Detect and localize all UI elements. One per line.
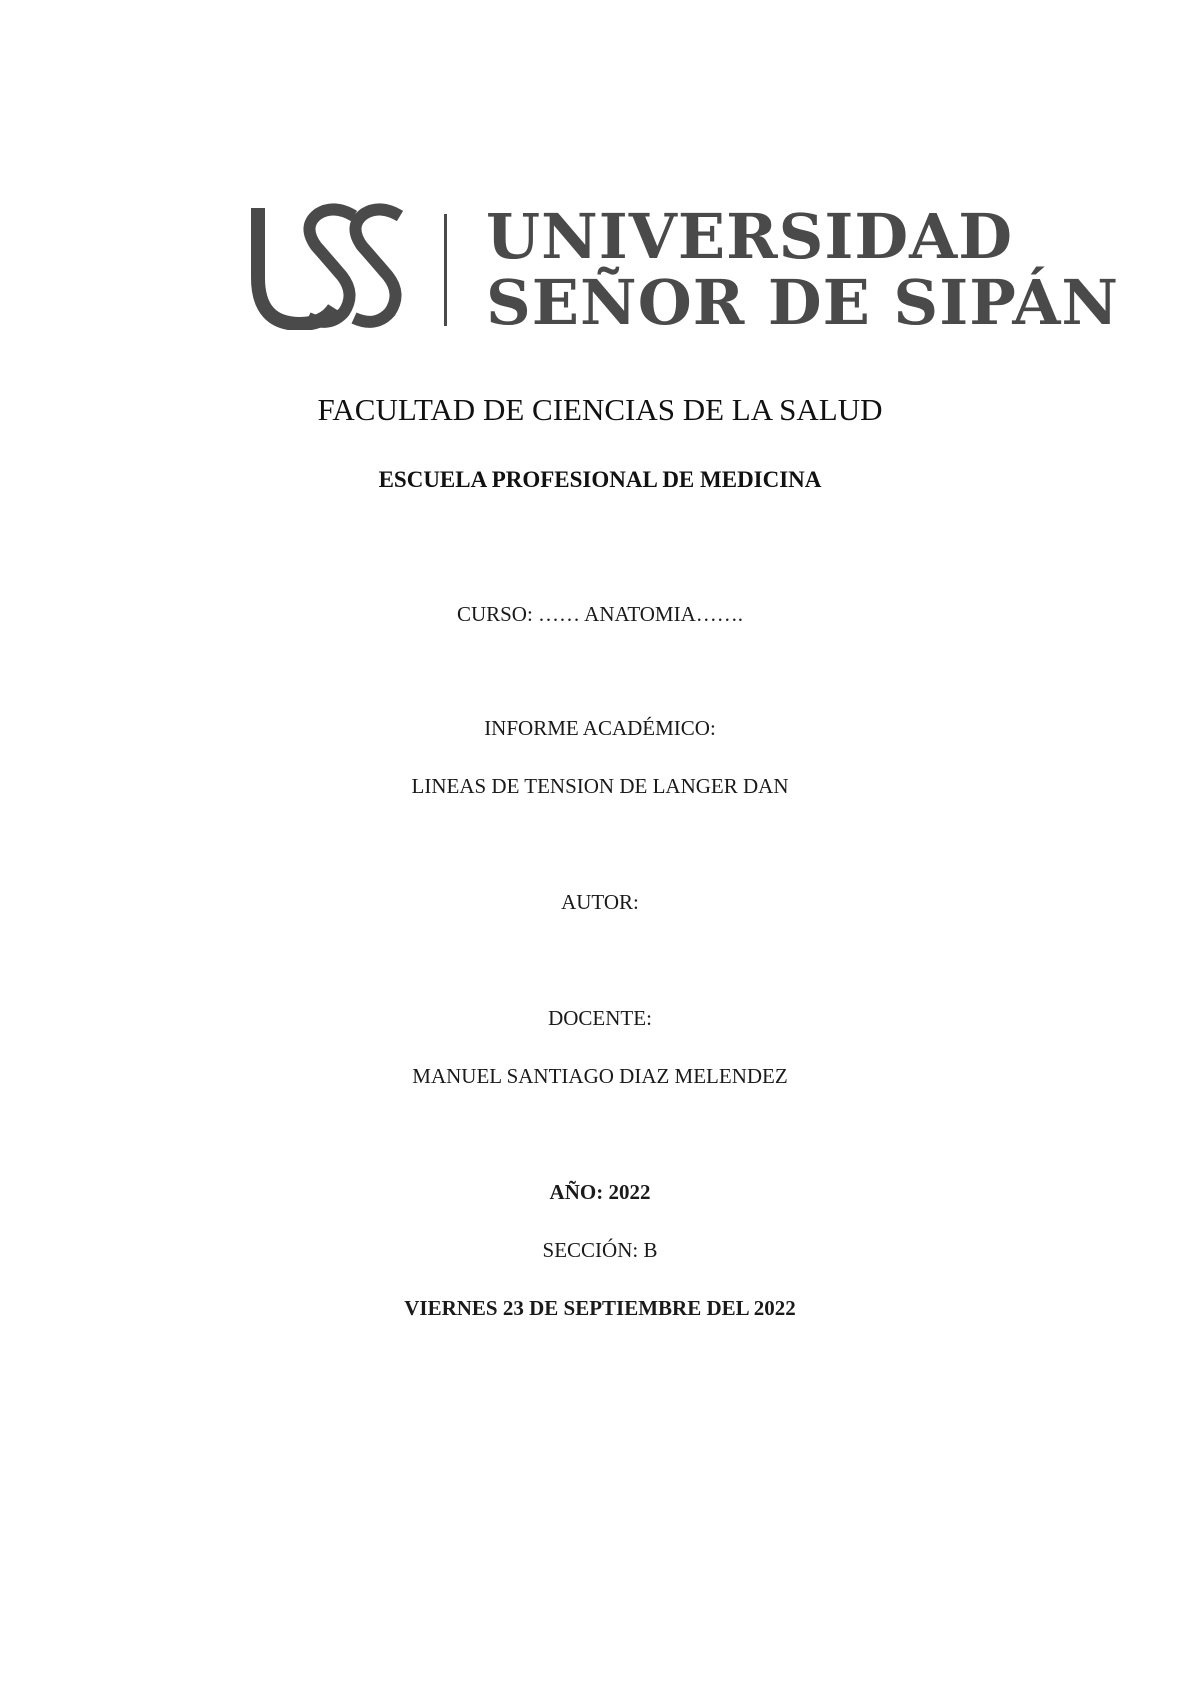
school-title: ESCUELA PROFESIONAL DE MEDICINA [378,467,822,492]
report-title: LINEAS DE TENSION DE LANGER DAN [411,774,789,798]
section-line: SECCIÓN: B [542,1238,658,1262]
logo-divider [444,214,447,326]
year-line: AÑO: 2022 [549,1180,651,1204]
date-line: VIERNES 23 DE SEPTIEMBRE DEL 2022 [404,1296,796,1320]
logo-text-line-2: SEÑOR DE SIPÁN [486,266,1120,339]
teacher-name: MANUEL SANTIAGO DIAZ MELENDEZ [412,1064,788,1088]
university-logo [250,200,1120,340]
author-label: AUTOR: [561,890,639,914]
faculty-title: FACULTAD DE CIENCIAS DE LA SALUD [317,392,883,427]
course-line: CURSO: …… ANATOMIA……. [456,602,744,626]
logo-text-line-1: UNIVERSIDAD [486,200,1014,273]
teacher-label: DOCENTE: [548,1006,652,1030]
report-label: INFORME ACADÉMICO: [484,716,716,740]
uss-monogram-icon [250,200,410,330]
